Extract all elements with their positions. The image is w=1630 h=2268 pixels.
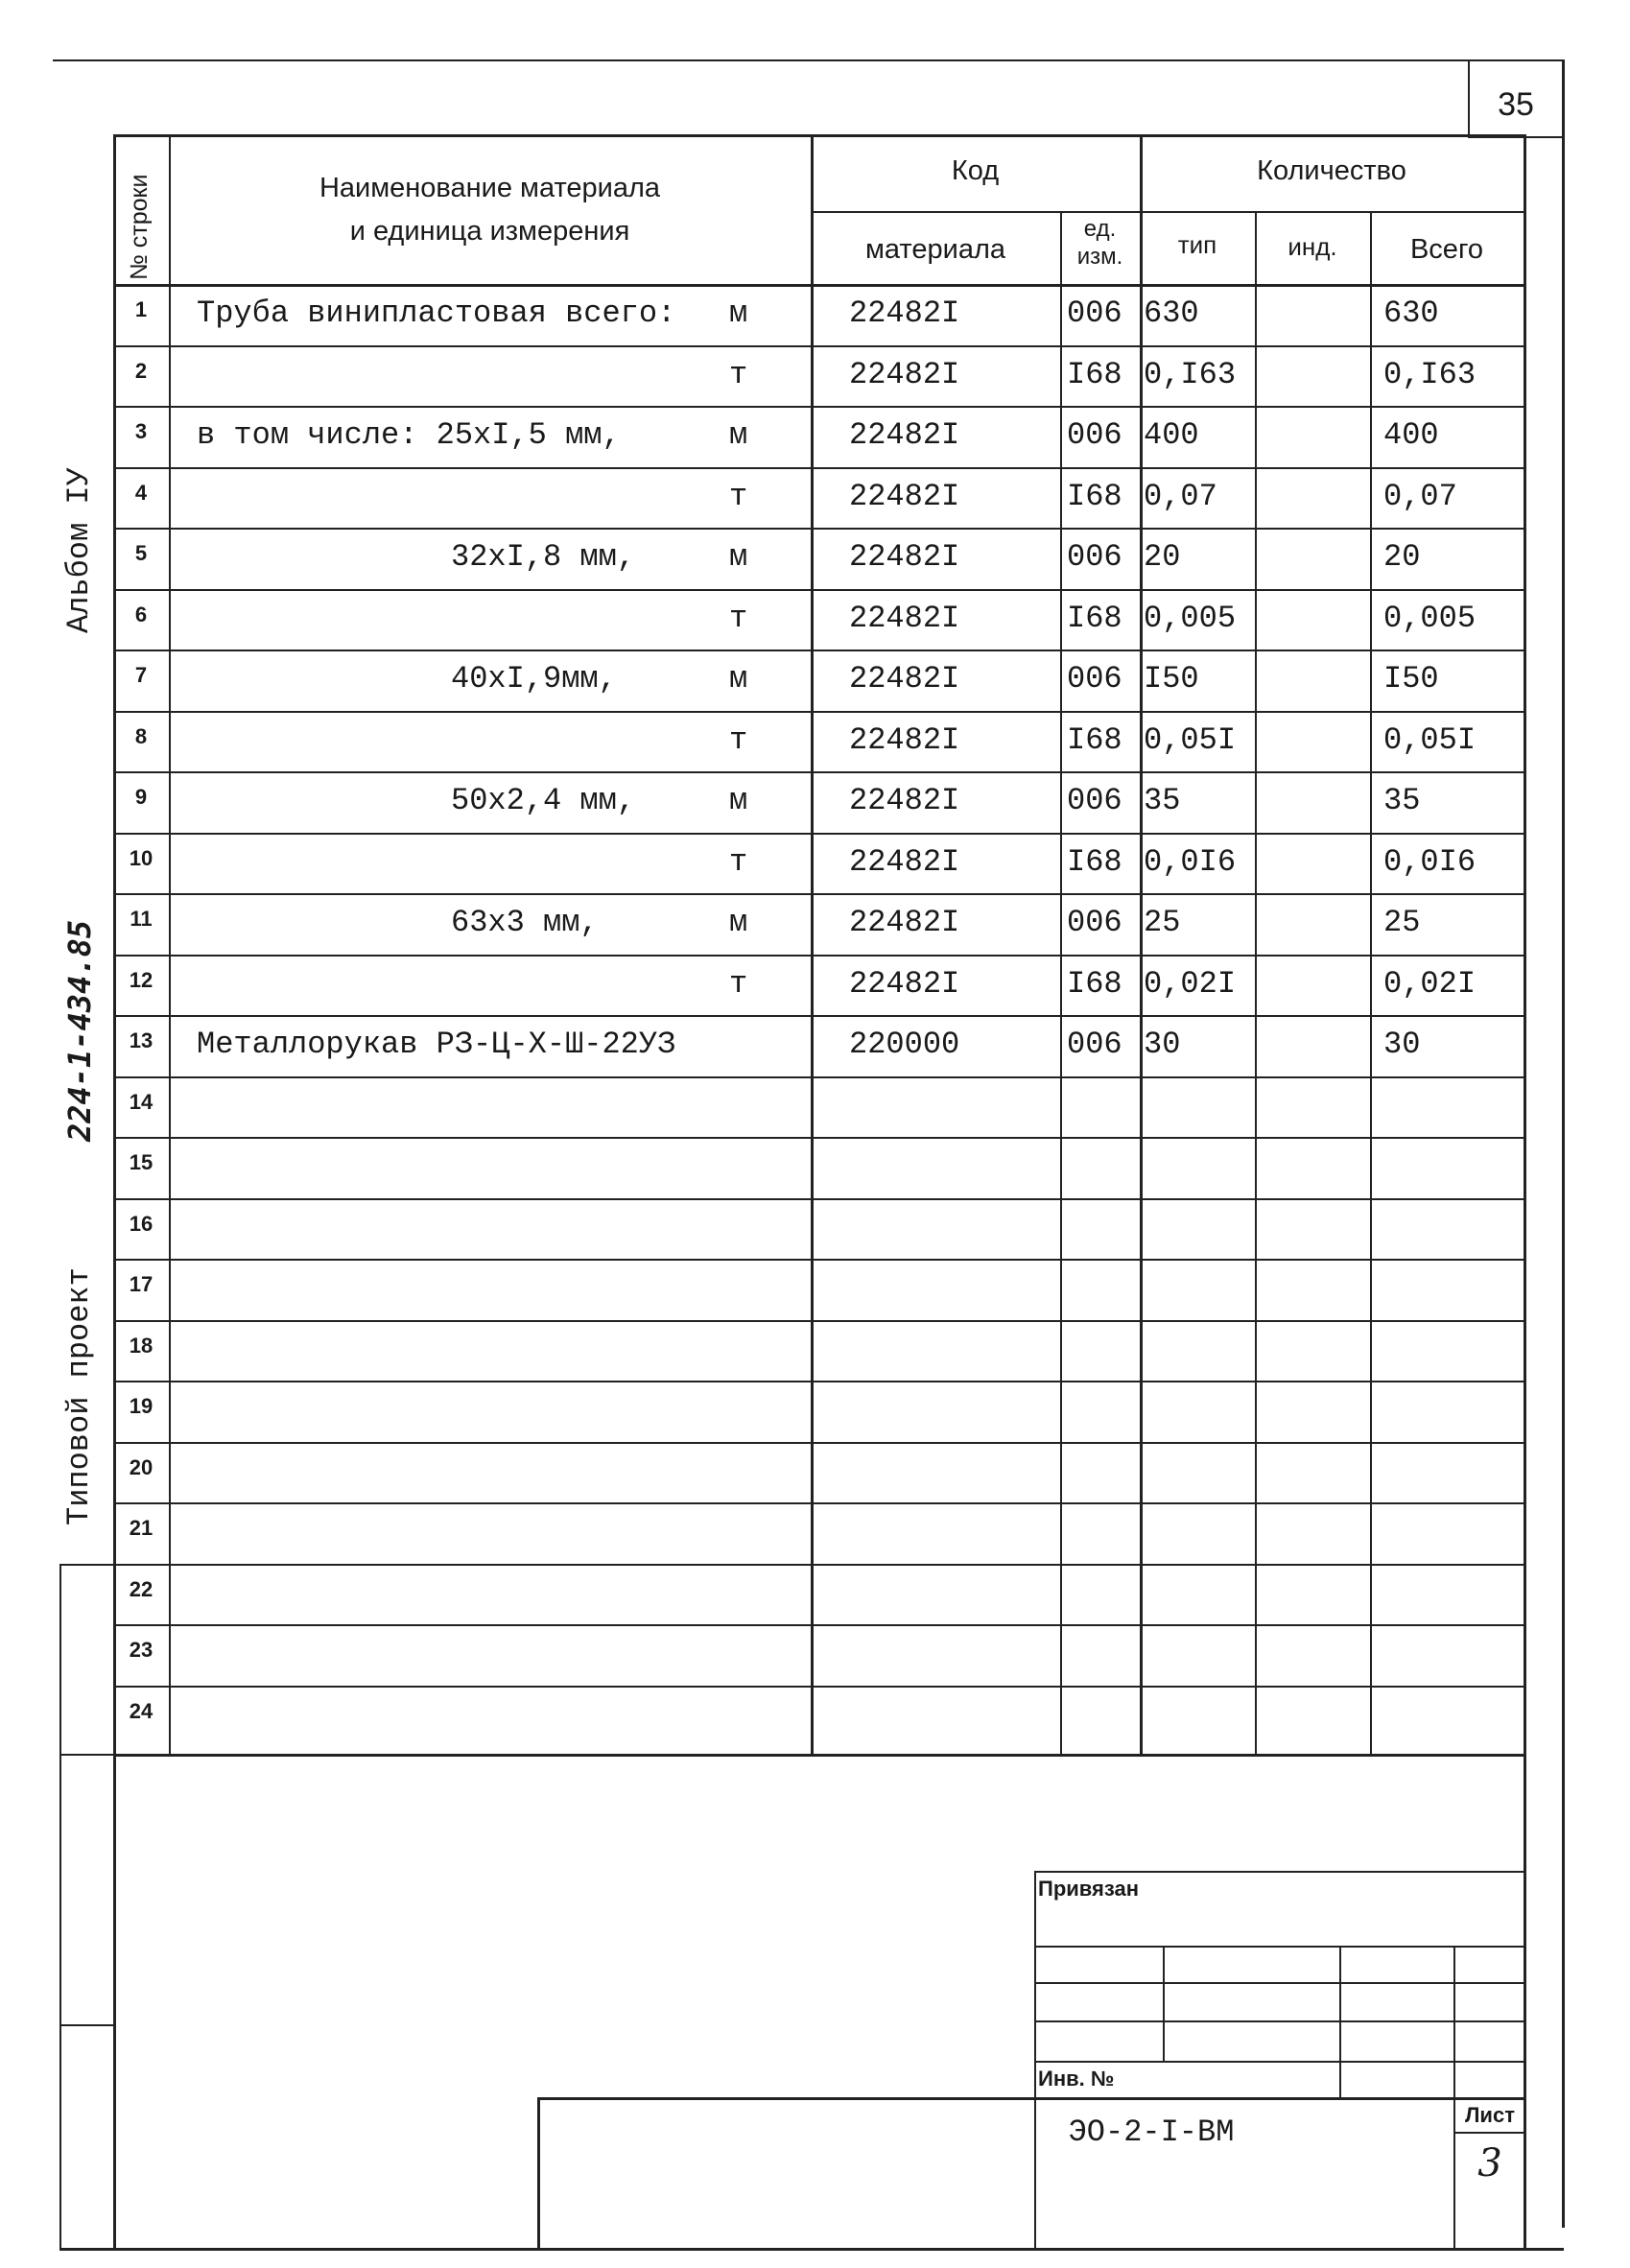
qty-total: 0,02I xyxy=(1383,965,1476,1002)
table-row xyxy=(0,711,1630,772)
row-number: 12 xyxy=(129,967,154,992)
qty-type: 35 xyxy=(1144,783,1181,818)
qty-total: 0,05I xyxy=(1383,721,1476,758)
row-number: 22 xyxy=(129,1576,154,1601)
qty-total: 30 xyxy=(1383,1027,1421,1062)
row-number: 4 xyxy=(134,480,148,505)
row-number: 13 xyxy=(129,1028,154,1052)
row-number: 10 xyxy=(129,845,154,870)
qty-type: 630 xyxy=(1144,295,1199,331)
unit: т xyxy=(729,600,748,636)
qty-total: 0,I63 xyxy=(1383,356,1476,392)
qty-total: 0,07 xyxy=(1383,478,1457,514)
table-row xyxy=(0,1198,1630,1260)
unit-code: I68 xyxy=(1067,600,1122,636)
material-code: 22482I xyxy=(849,905,960,940)
table-row xyxy=(0,1686,1630,1747)
material-code: 22482I xyxy=(849,356,960,392)
qty-total: I50 xyxy=(1383,661,1439,697)
unit: т xyxy=(729,721,748,758)
page-number: 35 xyxy=(1498,86,1534,123)
row-number: 5 xyxy=(134,541,148,565)
table-row xyxy=(0,406,1630,467)
unit-code: 006 xyxy=(1067,783,1122,818)
attached-label: Привязан xyxy=(1038,1877,1140,1901)
unit-code: 006 xyxy=(1067,905,1122,940)
project-code: 224-1-434.85 xyxy=(61,919,98,1142)
qty-type: 30 xyxy=(1144,1027,1181,1062)
table-row xyxy=(0,1259,1630,1320)
material-name: Металлорукав РЗ-Ц-Х-Ш-22УЗ xyxy=(197,1027,676,1062)
qty-type: 25 xyxy=(1144,905,1181,940)
material-code: 22482I xyxy=(849,843,960,880)
qty-type: I50 xyxy=(1144,661,1199,697)
material-code: 22482I xyxy=(849,539,960,575)
material-code: 22482I xyxy=(849,783,960,818)
qty-total: 25 xyxy=(1383,905,1421,940)
table-row xyxy=(0,833,1630,894)
qty-total: 20 xyxy=(1383,539,1421,575)
unit-code: 006 xyxy=(1067,661,1122,697)
table-row xyxy=(0,771,1630,833)
row-number: 19 xyxy=(129,1394,154,1418)
material-code: 22482I xyxy=(849,965,960,1002)
sheet-number: 3 xyxy=(1477,2141,1502,2185)
row-number: 15 xyxy=(129,1150,154,1174)
row-number: 24 xyxy=(129,1698,154,1723)
unit: м xyxy=(729,783,748,818)
qty-type: 0,I63 xyxy=(1144,356,1237,392)
qty-total: 400 xyxy=(1383,417,1439,453)
unit-code: 006 xyxy=(1067,417,1122,453)
row-number: 6 xyxy=(134,602,148,626)
table-row xyxy=(0,1502,1630,1564)
material-code: 22482I xyxy=(849,721,960,758)
name-header-line2: и единица измерения xyxy=(349,216,630,247)
table-row xyxy=(0,1442,1630,1503)
material-code: 22482I xyxy=(849,661,960,697)
table-row xyxy=(0,1624,1630,1686)
unit-code: I68 xyxy=(1067,721,1122,758)
unit: м xyxy=(729,295,748,331)
qty-type: 400 xyxy=(1144,417,1199,453)
table-row xyxy=(0,345,1630,407)
code-material-header: материала xyxy=(864,234,1006,265)
table-row xyxy=(0,1076,1630,1138)
material-code: 22482I xyxy=(849,295,960,331)
material-code: 220000 xyxy=(849,1027,960,1062)
row-number: 21 xyxy=(129,1516,154,1540)
row-number: 20 xyxy=(129,1454,154,1479)
material-name: 50х2,4 мм, xyxy=(451,783,636,818)
row-number: 23 xyxy=(129,1638,154,1662)
table-row xyxy=(0,284,1630,345)
unit: т xyxy=(729,356,748,392)
unit: м xyxy=(729,539,748,575)
unit: т xyxy=(729,843,748,880)
table-row xyxy=(0,1137,1630,1198)
unit-code: I68 xyxy=(1067,843,1122,880)
table-row xyxy=(0,955,1630,1016)
table-row xyxy=(0,528,1630,589)
material-name: 32хI,8 мм, xyxy=(451,539,636,575)
unit-code: 006 xyxy=(1067,539,1122,575)
qty-type: 0,005 xyxy=(1144,600,1237,636)
row-number: 11 xyxy=(130,907,153,931)
unit: т xyxy=(729,965,748,1002)
row-number: 7 xyxy=(134,663,148,687)
row-number: 3 xyxy=(134,419,148,443)
qty-total-header: Всего xyxy=(1409,234,1484,265)
table-row xyxy=(0,1015,1630,1076)
material-name: Труба винипластовая всего: xyxy=(197,295,676,331)
qty-total: 35 xyxy=(1383,783,1421,818)
document-code: ЭО-2-I-ВМ xyxy=(1068,2114,1235,2150)
code-unit-header-line1: ед. xyxy=(1083,216,1117,242)
qty-ind-header: инд. xyxy=(1287,232,1337,261)
row-number: 14 xyxy=(129,1089,154,1114)
qty-total: 0,0I6 xyxy=(1383,843,1476,880)
qty-type: 0,0I6 xyxy=(1144,843,1237,880)
qty-total: 0,005 xyxy=(1383,600,1476,636)
unit-code: 006 xyxy=(1067,1027,1122,1062)
code-unit-header-line2: изм. xyxy=(1076,244,1123,270)
row-number: 8 xyxy=(134,723,148,748)
qty-type: 0,05I xyxy=(1144,721,1237,758)
project-label: Типовой проект xyxy=(61,1267,97,1525)
table-row xyxy=(0,589,1630,650)
quantity-header: Количество xyxy=(1257,155,1406,186)
row-number: 1 xyxy=(134,297,148,321)
row-number-header: № строки xyxy=(126,174,153,280)
qty-type: 0,07 xyxy=(1144,478,1217,514)
material-name: 63х3 мм, xyxy=(451,905,599,940)
material-code: 22482I xyxy=(849,478,960,514)
name-header-line1: Наименование материала xyxy=(319,173,661,203)
material-code: 22482I xyxy=(849,600,960,636)
material-name: 40хI,9мм, xyxy=(451,661,617,697)
table-row xyxy=(0,1381,1630,1442)
qty-type: 20 xyxy=(1144,539,1181,575)
unit: м xyxy=(729,905,748,940)
sheet-label: Лист xyxy=(1465,2103,1515,2127)
unit-code: I68 xyxy=(1067,965,1122,1002)
inv-no-label: Инв. № xyxy=(1038,2067,1115,2091)
unit: м xyxy=(729,417,748,453)
unit-code: 006 xyxy=(1067,295,1122,331)
code-header: Код xyxy=(951,155,1000,186)
table-row xyxy=(0,1564,1630,1625)
row-number: 16 xyxy=(129,1211,154,1236)
qty-type-header: тип xyxy=(1177,230,1217,259)
unit-code: I68 xyxy=(1067,478,1122,514)
table-row xyxy=(0,893,1630,955)
album-label: Альбом IУ xyxy=(61,467,97,633)
table-row xyxy=(0,467,1630,529)
unit: т xyxy=(729,478,748,514)
qty-type: 0,02I xyxy=(1144,965,1237,1002)
row-number: 9 xyxy=(134,785,148,809)
row-number: 18 xyxy=(129,1333,154,1358)
unit: м xyxy=(729,661,748,697)
material-name: в том числе: 25хI,5 мм, xyxy=(197,417,621,453)
qty-total: 630 xyxy=(1383,295,1439,331)
material-code: 22482I xyxy=(849,417,960,453)
row-number: 17 xyxy=(129,1272,154,1296)
table-row xyxy=(0,1320,1630,1382)
unit-code: I68 xyxy=(1067,356,1122,392)
row-number: 2 xyxy=(134,358,148,383)
table-row xyxy=(0,650,1630,711)
